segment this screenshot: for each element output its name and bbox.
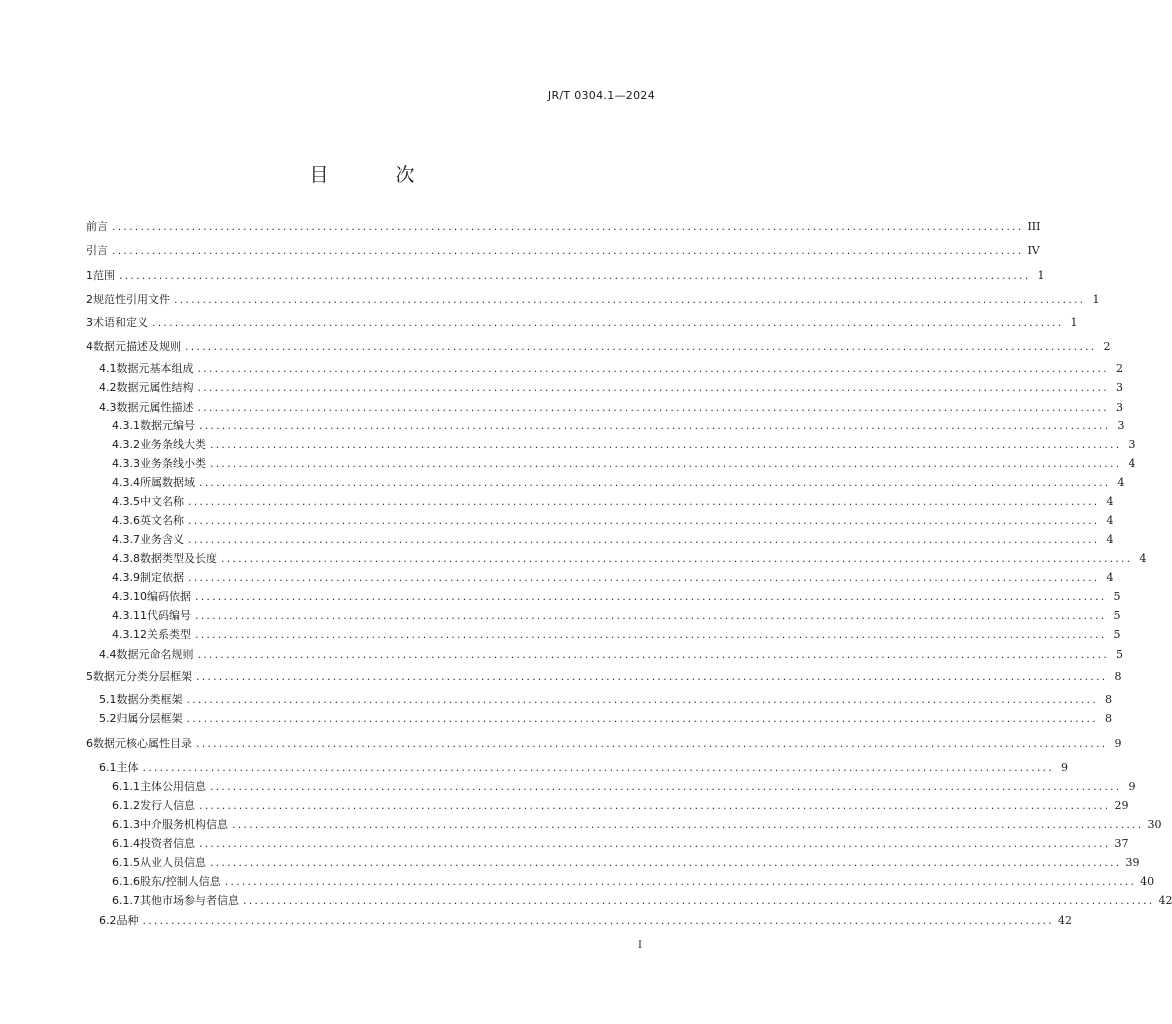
dot-leader: ................................................................................................................................................................ — [188, 533, 1100, 546]
toc-entry-label: 数据元属性描述 — [116, 401, 194, 414]
toc-entry-page: 2 — [1115, 362, 1123, 375]
toc-entry-page: 4 — [1106, 495, 1114, 508]
toc-entry-page: 3 — [1128, 438, 1136, 451]
dot-leader: ................................................................................................................................................................ — [188, 571, 1100, 584]
dot-leader: ................................................................................................................................................................ — [210, 856, 1122, 869]
toc-entry-label: 股东/控制人信息 — [140, 875, 221, 888]
toc-entry[interactable] — [86, 692, 1112, 708]
toc-entry-page: 2 — [1103, 340, 1111, 353]
toc-entry-label: 中介服务机构信息 — [140, 818, 228, 831]
dot-leader: ................................................................................................................................................................ — [142, 914, 1054, 927]
toc-entry[interactable] — [86, 532, 1114, 548]
toc-entry[interactable] — [86, 513, 1114, 529]
toc-entry[interactable] — [86, 798, 1129, 814]
dot-leader: ................................................................................................................................................................ — [199, 799, 1111, 812]
toc-entry[interactable] — [86, 292, 1100, 308]
toc-entry-number: 4.3.1 — [112, 419, 140, 432]
toc-entry[interactable] — [86, 551, 1147, 567]
dot-leader: ................................................................................................................................................................ — [119, 269, 1031, 282]
toc-entry-label: 业务含义 — [140, 533, 184, 546]
toc-entry-number: 6.1.4 — [112, 837, 140, 850]
toc-entry-label: 数据元分类分层框架 — [93, 670, 192, 683]
toc-entry-label: 术语和定义 — [93, 316, 148, 329]
toc-entry-number: 1 — [86, 269, 93, 282]
toc-entry-number: 2 — [86, 293, 93, 306]
toc-entry[interactable] — [86, 361, 1123, 377]
dot-leader: ................................................................................................................................................................ — [112, 220, 1024, 233]
toc-entry-page: 37 — [1114, 837, 1129, 850]
toc-entry-label: 品种 — [116, 914, 139, 927]
toc-entry-page: 9 — [1128, 780, 1136, 793]
toc-entry-page: 3 — [1115, 401, 1123, 414]
toc-entry-number: 6.1.3 — [112, 818, 140, 831]
toc-entry-label: 数据分类框架 — [116, 693, 183, 706]
toc-entry-page: III — [1027, 220, 1041, 233]
toc-entry-number: 5 — [86, 670, 93, 683]
toc-entry-number: 4.3.3 — [112, 457, 140, 470]
toc-entry-page: 5 — [1113, 609, 1121, 622]
dot-leader: ................................................................................................................................................................ — [197, 381, 1109, 394]
dot-leader: ................................................................................................................................................................ — [186, 712, 1098, 725]
toc-entry-page: 8 — [1114, 670, 1122, 683]
dot-leader: ................................................................................................................................................................ — [112, 244, 1024, 257]
dot-leader: ................................................................................................................................................................ — [243, 894, 1155, 907]
standard-code: JR/T 0304.1—2024 — [547, 89, 655, 102]
toc-entry-label: 投资者信息 — [140, 837, 195, 850]
toc-entry-number: 5.1 — [99, 693, 117, 706]
toc-entry[interactable] — [86, 855, 1140, 871]
toc-entry[interactable] — [86, 608, 1121, 624]
toc-entry-page: 9 — [1060, 761, 1068, 774]
toc-entry-page: IV — [1027, 244, 1040, 257]
toc-entry[interactable] — [86, 817, 1162, 833]
toc-entry[interactable] — [86, 570, 1114, 586]
toc-entry[interactable] — [86, 711, 1112, 727]
toc-entry-label: 数据元编号 — [140, 419, 195, 432]
toc-entry-number: 4.4 — [99, 648, 117, 661]
toc-entry-label: 主体公用信息 — [140, 780, 206, 793]
toc-entry-number: 6.1.2 — [112, 799, 140, 812]
toc-entry-number: 4.3.12 — [112, 628, 147, 641]
toc-entry-page: 3 — [1115, 381, 1123, 394]
toc-entry[interactable] — [86, 437, 1136, 453]
toc-entry[interactable] — [86, 893, 1172, 909]
dot-leader: ................................................................................................................................................................ — [199, 419, 1111, 432]
toc-entry-number: 4.3.4 — [112, 476, 140, 489]
dot-leader: ................................................................................................................................................................ — [195, 628, 1107, 641]
dot-leader: ................................................................................................................................................................ — [210, 438, 1122, 451]
toc-entry[interactable] — [86, 736, 1122, 752]
toc-entry[interactable] — [86, 475, 1125, 491]
toc-entry-page: 1 — [1070, 316, 1078, 329]
toc-entry-label: 从业人员信息 — [140, 856, 206, 869]
toc-entry-number: 4.3.11 — [112, 609, 147, 622]
toc-entry-number: 4.1 — [99, 362, 117, 375]
page-number: I — [638, 940, 642, 951]
toc-entry-label: 规范性引用文件 — [93, 293, 170, 306]
dot-leader: ................................................................................................................................................................ — [152, 316, 1064, 329]
toc-entry[interactable] — [86, 494, 1114, 510]
toc-entry-page: 30 — [1147, 818, 1162, 831]
page-title: 目 次 — [309, 164, 439, 186]
toc-entry-label: 主体 — [116, 761, 139, 774]
toc-entry-page: 9 — [1114, 737, 1122, 750]
dot-leader: ................................................................................................................................................................ — [188, 514, 1100, 527]
toc-entry-number: 6.1 — [99, 761, 117, 774]
toc-entry[interactable] — [86, 380, 1123, 396]
toc-entry-label: 业务条线小类 — [140, 457, 206, 470]
toc-entry-label: 其他市场参与者信息 — [140, 894, 239, 907]
toc-entry[interactable] — [86, 418, 1125, 434]
toc-entry-label: 引言 — [86, 244, 108, 257]
dot-leader: ................................................................................................................................................................ — [210, 780, 1122, 793]
toc-entry[interactable] — [86, 669, 1122, 685]
toc-entry-page: 4 — [1117, 476, 1125, 489]
toc-entry-page: 4 — [1106, 571, 1114, 584]
dot-leader: ................................................................................................................................................................ — [196, 670, 1108, 683]
toc-entry-label: 归属分层框架 — [116, 712, 183, 725]
toc-entry-page: 40 — [1140, 875, 1155, 888]
dot-leader: ................................................................................................................................................................ — [174, 293, 1086, 306]
toc-entry-label: 数据元描述及规则 — [93, 340, 181, 353]
toc-entry-label: 业务条线大类 — [140, 438, 206, 451]
toc-entry-page: 1 — [1092, 293, 1100, 306]
toc-entry-number: 6.2 — [99, 914, 117, 927]
toc-entry[interactable] — [86, 760, 1068, 776]
toc-entry-number: 6.1.5 — [112, 856, 140, 869]
toc-entry-page: 4 — [1139, 552, 1147, 565]
toc-entry[interactable] — [86, 874, 1155, 890]
dot-leader: ................................................................................................................................................................ — [224, 875, 1137, 888]
dot-leader: ................................................................................................................................................................ — [185, 340, 1097, 353]
toc-entry[interactable] — [86, 315, 1078, 331]
toc-entry-number: 4.3.5 — [112, 495, 140, 508]
toc-entry-page: 29 — [1114, 799, 1129, 812]
toc-entry-label: 数据元命名规则 — [116, 648, 194, 661]
toc-entry-label: 数据元基本组成 — [116, 362, 194, 375]
dot-leader: ................................................................................................................................................................ — [195, 590, 1107, 603]
dot-leader: ................................................................................................................................................................ — [197, 401, 1109, 414]
toc-entry-label: 制定依据 — [140, 571, 184, 584]
toc-entry-number: 4.3.8 — [112, 552, 140, 565]
toc-entry-number: 6.1.6 — [112, 875, 140, 888]
dot-leader: ................................................................................................................................................................ — [196, 737, 1108, 750]
toc-entry-label: 发行人信息 — [140, 799, 195, 812]
dot-leader: ................................................................................................................................................................ — [186, 693, 1098, 706]
toc-entry[interactable] — [86, 913, 1072, 929]
dot-leader: ................................................................................................................................................................ — [199, 476, 1111, 489]
toc-entry-number: 4.2 — [99, 381, 117, 394]
toc-entry[interactable] — [86, 243, 1040, 259]
toc-entry-label: 数据类型及长度 — [140, 552, 217, 565]
toc-entry-number: 6.1.1 — [112, 780, 140, 793]
toc-entry-label: 范围 — [93, 269, 115, 282]
toc-entry-number: 5.2 — [99, 712, 117, 725]
toc-entry-label: 中文名称 — [140, 495, 184, 508]
toc-entry-page: 42 — [1057, 914, 1072, 927]
dot-leader: ................................................................................................................................................................ — [210, 457, 1122, 470]
toc-entry-page: 3 — [1117, 419, 1125, 432]
toc-entry-label: 所属数据域 — [140, 476, 195, 489]
toc-entry-page: 5 — [1113, 628, 1121, 641]
toc-entry-number: 4 — [86, 340, 93, 353]
toc-entry-page: 1 — [1037, 269, 1045, 282]
toc-entry-label: 数据元属性结构 — [116, 381, 194, 394]
toc-entry-page: 4 — [1106, 533, 1114, 546]
toc-entry[interactable] — [86, 268, 1045, 284]
toc-entry-page: 42 — [1158, 894, 1172, 907]
toc-entry-page: 8 — [1104, 693, 1112, 706]
toc-entry-label: 数据元核心属性目录 — [93, 737, 192, 750]
toc-entry-number: 4.3.7 — [112, 533, 140, 546]
toc-entry-label: 英文名称 — [140, 514, 184, 527]
dot-leader: ................................................................................................................................................................ — [142, 761, 1054, 774]
toc-entry-page: 4 — [1128, 457, 1136, 470]
toc-entry[interactable] — [86, 456, 1136, 472]
toc-entry-page: 5 — [1115, 648, 1123, 661]
toc-entry-page: 5 — [1113, 590, 1121, 603]
toc-entry-number: 4.3.6 — [112, 514, 140, 527]
toc-entry-label: 关系类型 — [147, 628, 191, 641]
toc-entry-number: 4.3.2 — [112, 438, 140, 451]
toc-entry-label: 前言 — [86, 220, 108, 233]
dot-leader: ................................................................................................................................................................ — [197, 648, 1109, 661]
toc-entry-label: 编码依据 — [147, 590, 191, 603]
dot-leader: ................................................................................................................................................................ — [221, 552, 1133, 565]
toc-entry-number: 6.1.7 — [112, 894, 140, 907]
toc-entry-page: 8 — [1104, 712, 1112, 725]
toc-entry[interactable] — [86, 836, 1129, 852]
dot-leader: ................................................................................................................................................................ — [232, 818, 1144, 831]
dot-leader: ................................................................................................................................................................ — [199, 837, 1111, 850]
toc-entry-number: 4.3.10 — [112, 590, 147, 603]
toc-entry[interactable] — [86, 400, 1123, 416]
toc-entry[interactable] — [86, 779, 1136, 795]
toc-entry[interactable] — [86, 627, 1121, 643]
toc-entry[interactable] — [86, 647, 1123, 663]
toc-entry-number: 6 — [86, 737, 93, 750]
toc-entry[interactable] — [86, 339, 1111, 355]
toc-entry[interactable] — [86, 219, 1041, 235]
dot-leader: ................................................................................................................................................................ — [195, 609, 1107, 622]
toc-entry-page: 39 — [1125, 856, 1140, 869]
toc-entry-number: 4.3 — [99, 401, 117, 414]
dot-leader: ................................................................................................................................................................ — [188, 495, 1100, 508]
dot-leader: ................................................................................................................................................................ — [197, 362, 1109, 375]
toc-entry[interactable] — [86, 589, 1121, 605]
toc-entry-label: 代码编号 — [147, 609, 191, 622]
toc-entry-page: 4 — [1106, 514, 1114, 527]
toc-entry-number: 4.3.9 — [112, 571, 140, 584]
toc-entry-number: 3 — [86, 316, 93, 329]
